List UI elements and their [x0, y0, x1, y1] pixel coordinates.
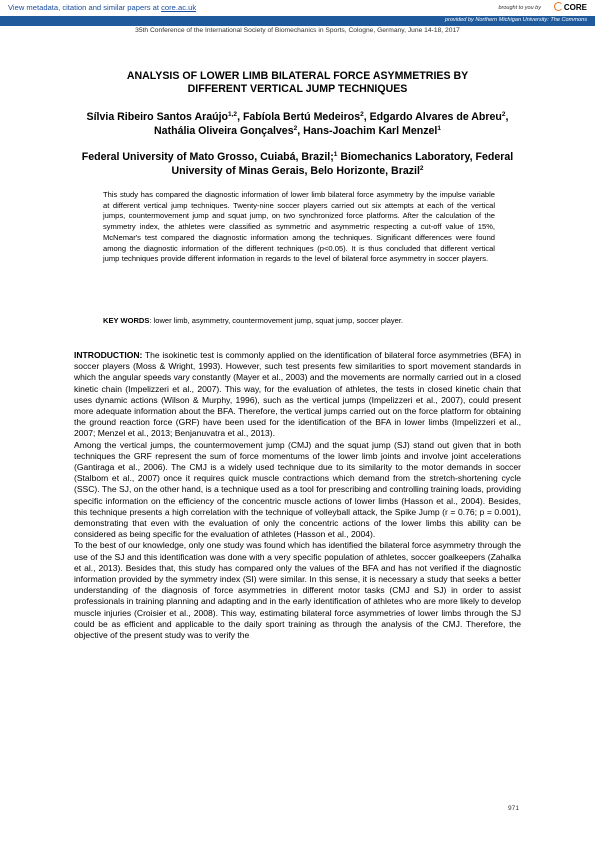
intro-paragraph-1 [74, 350, 521, 440]
affiliation-2: Biomechanics Laboratory, Federal University of Minas Gerais, Belo Horizonte, Brazil [171, 151, 514, 177]
author-1-affil: 1,2 [228, 111, 238, 118]
author-5: , Hans-Joachim Karl Menzel [297, 124, 438, 137]
brought-to-you-text: brought to you by [498, 5, 541, 11]
core-ring-icon [554, 2, 563, 11]
core-site-link[interactable]: core.ac.uk [161, 3, 197, 12]
keywords-list: : lower limb, asymmetry, countermovement jump, squat jump, soccer player. [149, 316, 404, 325]
author-2-affil: 2 [360, 111, 364, 118]
title-line-1: ANALYSIS OF LOWER LIMB BILATERAL FORCE ASYMMETRIES BY [126, 70, 469, 82]
intro-heading: INTRODUCTION: [74, 350, 143, 360]
author-list [70, 111, 525, 138]
intro-paragraph-3: To the best of our knowledge, only one study was found which has identified the bilateral force asymmetry through the use of the SJ and this identification was done with a very specific population of athletes, soccer goalkeepers (Zahalka et al., 2013). Besides that, this study has compared only the values of the BFA and has not verified if the diagnostic information provided by the symmetry index (SI) were similar. In this sense, it is necessary a study that seeks a better understanding of the diagnosis of force asymmetries in different motor tasks (CMJ and SJ) in order to assist professionals in training planning and adapting and in the early identification of athletes who are more likely to develop muscle injuries (Croisier et al., 2008). This way, estimating bilateral force asymmetries of lower limbs through the SJ could be as efficient and applicable to the daily sport training as through the analysis of the CMJ. Therefore, the objective of the present study was to verify the [74, 540, 521, 641]
metadata-link-text: View metadata, citation and similar papers at [8, 3, 162, 12]
keywords [103, 316, 495, 327]
conference-header: 35th Conference of the International Society of Biomechanics in Sports, Cologne, Germany, June 14-18, 2017 [135, 27, 460, 34]
author-4: , Nathália Oliveira Gonçalves [154, 111, 509, 137]
author-3: , Edgardo Alvares de Abreu [363, 111, 502, 123]
abstract: This study has compared the diagnostic information of lower limb bilateral force asymmetry by the impulse variable at different vertical jump techniques. Twenty-nine soccer players carried out six attempts at each of the vertical jumps, countermovement jump and squat jump, on two synchronized force platforms. After the calculation of the symmetry index, the athletes were classified as symmetric and asymmetric respecting a cut-off value of 15%, McNemar's test compared the diagnostic information among the techniques. Significant differences were found among the diagnostic information of the different techniques (p<0.05). It is thus concluded that different vertical jump techniques provide different information in regards to the level of bilateral force asymmetry in soccer players. [103, 190, 495, 264]
keywords-label: KEY WORDS [103, 316, 150, 325]
introduction-section [74, 350, 521, 641]
affiliation-1-marker: 1 [333, 151, 338, 158]
affiliations [70, 151, 525, 178]
page-number: 971 [508, 805, 520, 812]
author-5-affil: 1 [437, 124, 441, 132]
intro-paragraph-1-text: The isokinetic test is commonly applied on the identification of bilateral force asymmetries (BFA) in soccer players (Moss & Wright, 1993). However, such test presents few similarities to sport movement standards in which the angular speeds vary constantly (Mayer et al., 2003) and the movements are normally carried out in a closed kinetic chain (Impelizzeri et al., 2007). This way, for the evaluation of athletes, the tests in closed kinetic chain that uses dynamic actions (Wilson & Murphy, 1996), such as the vertical jumps (Impelizzeri et al., 2007), could present more adequate information about the BFA. Therefore, the vertical jumps carried out on the force platform for obtaining the ground reaction force (GRF) have been used for the identification of the BFA in lower limbs (Impelizzeri et al., 2007; Menzel et al., 2013; Benjanuvatra et al., 2013). [74, 350, 521, 439]
provided-by-text[interactable]: provided by Northern Michigan University: The Commons [444, 17, 587, 23]
affiliation-2-marker: 2 [419, 164, 424, 172]
author-3-affil: 2 [501, 111, 506, 118]
author-4-affil: 2 [293, 124, 298, 132]
metadata-bar [0, 0, 595, 16]
metadata-link[interactable] [8, 3, 196, 12]
author-1: Sílvia Ribeiro Santos Araújo [86, 111, 229, 123]
title-line-2: DIFFERENT VERTICAL JUMP TECHNIQUES [187, 83, 408, 95]
provider-bar [0, 16, 595, 26]
affiliation-1: Federal University of Mato Grosso, Cuiabá, Brazil; [81, 151, 334, 163]
paper-title [80, 70, 515, 96]
core-logo-text: CORE [563, 3, 587, 12]
core-logo[interactable] [554, 2, 587, 12]
intro-paragraph-2: Among the vertical jumps, the countermovement jump (CMJ) and the squat jump (SJ) stand out given that in both techniques the GRF represent the sum of force momentums of the lower limb joints and involve joint accelerations (Gantiraga et al., 2006). The CMJ is a widely used technique due to its similarity to the motor demands in soccer (Stalbom et al., 2007) once it requires quick muscle contractions which demand from the stretch-shortening cycle (SSC). The SJ, on the other hand, is a technique used as a tool for prescribing and controlling training loads, providing specific information on the efficiency of the concentric muscle actions of lower limbs (Hasson et al., 2004). Besides, this technique presents a high correlation with the technique of volleyball attack, the Spike Jump (r = 0.76; p = 0.001), demonstrating that even with the evaluation of only the concentric actions of the lower limbs this ability can be considered as being specific for the evaluation of athletes (Hasson et al., 2004). [74, 439, 521, 540]
author-2: , Fabíola Bertú Medeiros [237, 111, 361, 123]
